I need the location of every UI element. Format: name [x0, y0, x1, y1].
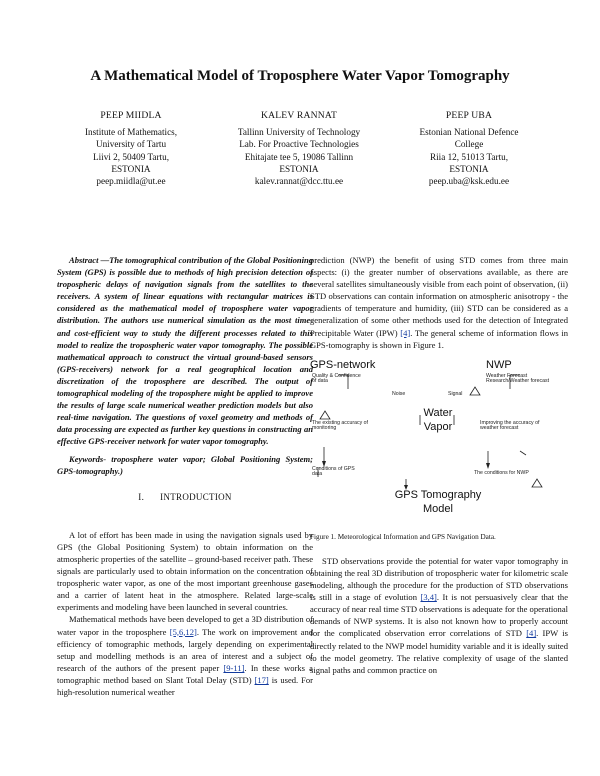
- nwp-sublabel: Weather Forecast Research/Weather forecast: [486, 372, 550, 385]
- right-column: [310, 254, 568, 676]
- figure-1-diagram: [310, 355, 566, 523]
- nwp-conditions-label: The conditions for NWP: [474, 469, 529, 476]
- left-column: [57, 254, 313, 698]
- section-title: INTRODUCTION: [160, 491, 232, 502]
- paper-title: A Mathematical Model of Troposphere Water Vapor Tomography: [90, 68, 510, 84]
- citation-link[interactable]: [5,6,12]: [169, 626, 197, 637]
- gps-tomography-label-line2: Model: [423, 502, 453, 515]
- author-block-uba: [384, 110, 554, 187]
- triangle-marker: [320, 411, 330, 419]
- author-name: PEEP UBA: [445, 110, 493, 121]
- connector-line: [520, 451, 526, 455]
- citation-link[interactable]: [4]: [526, 628, 537, 639]
- author-affiliation-line: University of Tartu: [95, 139, 167, 150]
- author-name: PEEP MIIDLA: [100, 110, 162, 121]
- forecast-accuracy-label: Improving the accuracy of weather forecast: [480, 419, 540, 432]
- author-country: ESTONIA: [111, 163, 151, 174]
- author-country: ESTONIA: [279, 163, 319, 174]
- gps-tomography-label-line1: GPS Tomography: [394, 488, 482, 501]
- figure-caption: Figure 1. Meteorological Information and GPS Navigation Data.: [310, 532, 496, 541]
- monitoring-accuracy-label: The existing accuracy of monitoring: [312, 419, 368, 432]
- author-email: peep.miidla@ut.ee: [96, 176, 166, 187]
- keywords: Keywords- troposphere water vapor; Global Positioning System; GPS-tomography.): [57, 453, 313, 476]
- gps-data-conditions-label: Conditions of GPS data: [312, 465, 355, 478]
- right-paragraph-1: prediction (NWP) the benefit of using STD comes from three main aspects: (i) the greater number of observations available, as there are several satellites simultaneously visible from each point of observation, (ii) STD observations can contain information on atmospheric anisotropy - the gradients of temperature and humidity, (iii) STD can be considered as a generalization of some other methods used for the detection of Integrated Precipitable Water (IPW) [4]. The general scheme of information flows in GPS-tomography is shown in Figure 1.: [310, 255, 568, 350]
- section-heading-introduction: [57, 491, 313, 503]
- signal-label: Signal: [448, 390, 463, 397]
- author-affiliation-line: Tallinn University of Technology: [237, 127, 361, 138]
- author-country: ESTONIA: [449, 163, 489, 174]
- gps-network-label: GPS-network: [310, 358, 376, 371]
- citation-link[interactable]: [4]: [400, 327, 411, 338]
- author-address-line: Ehitajate tee 5, 19086 Tallinn: [244, 151, 354, 162]
- noise-label: Noise: [392, 390, 406, 397]
- author-name: KALEV RANNAT: [260, 110, 338, 121]
- water-vapor-label-line1: Water: [423, 406, 453, 419]
- citation-link[interactable]: [17]: [254, 674, 269, 685]
- intro-paragraph-2: Mathematical methods have been developed to get a 3D distribution of water vapor in the troposphere [5,6,12]. The work on improvement and efficiency of tomographic methods, largely depending on experimental setup and modelling methods is an area of interest and a subject of research of the authors of the present paper [9-11]. In these works a tomographic method based on Slant Total Delay (STD) [17] is used. For high-resolution numerical weather: [57, 614, 314, 697]
- citation-link[interactable]: [9-11]: [223, 662, 245, 673]
- author-affiliation-line: Estonian National Defence: [419, 127, 519, 138]
- nwp-label: NWP: [486, 358, 512, 371]
- author-affiliation-line: College: [454, 139, 484, 150]
- author-address-line: Liivi 2, 50409 Tartu,: [93, 151, 169, 162]
- abstract: Abstract —The tomographical contribution of the Global Positioning System (GPS) is possible due to methods of high precision detection of tropospheric delays of navigation signals from the satellites to the receivers. A system of linear equations with rectangular matrices is considered as the mathematical model of troposphere water vapor distribution. The authors use numerical simulation as the most time- and cost-efficient way to study the different processes related to this model to realize the tropospheric water vapor tomography. The possible mathematical approach to construct the virtual ground-based sensors (GPS-receivers) network for a real geographical location and discretization of the troposphere are described. The output of tomographical modeling of the troposphere might be applied to improve the results of large scale numerical weather prediction models but also real-time navigation. The questions of voxel geometry and methods of data processing are expected as further key questions in constructing an effective GPS-receiver network for water vapor tomography.: [57, 255, 313, 447]
- author-email: peep.uba@ksk.edu.ee: [428, 176, 510, 187]
- author-block-miidla: [46, 110, 216, 187]
- triangle-marker: [532, 479, 542, 487]
- arrow-head: [486, 463, 490, 469]
- citation-link[interactable]: [3,4]: [420, 592, 437, 603]
- author-block-rannat: [214, 110, 384, 187]
- author-affiliation-line: Institute of Mathematics,: [84, 127, 178, 138]
- water-vapor-label-line2: Vapor: [423, 420, 453, 433]
- author-email: kalev.rannat@dcc.ttu.ee: [254, 176, 344, 187]
- section-number: I.: [138, 491, 145, 502]
- author-affiliation-line: Lab. For Proactive Technologies: [239, 139, 359, 150]
- intro-paragraph-1: A lot of effort has been made in using the navigation signals used by GPS (the Global Positioning System) to obtain information on the atmospheric properties of the satellite – ground-based receiver path. These signals are particularly used to obtain information on the concentration of tropospheric water vapor, as one of the most important greenhouse gases and a carrier of latent heat in the atmosphere. Related large-scale experiments and modeling have been launched in several countries.: [57, 529, 313, 613]
- gps-network-sublabel: Quality & Confidence of data: [312, 372, 361, 385]
- author-address-line: Riia 12, 51013 Tartu,: [429, 151, 509, 162]
- triangle-marker: [470, 387, 480, 395]
- right-paragraph-2: STD observations provide the potential for water vapor tomography in obtaining the real 3D distribution of tropospheric water for kilometric scale modeling, although the procedure for the production of STD observations is still in a stage of evolution [3,4]. It is not persuasively clear that the accuracy of near real time STD observations is adequate for the operational demands of NWP systems. It is also not known how to properly account for the complicated observation error correlations of STD [4]. IPW is directly related to the NWP model humidity variable and it is ideally suited to the model geometry. The relative complexity of usage of the slanted signal paths and common practice on: [310, 555, 569, 675]
